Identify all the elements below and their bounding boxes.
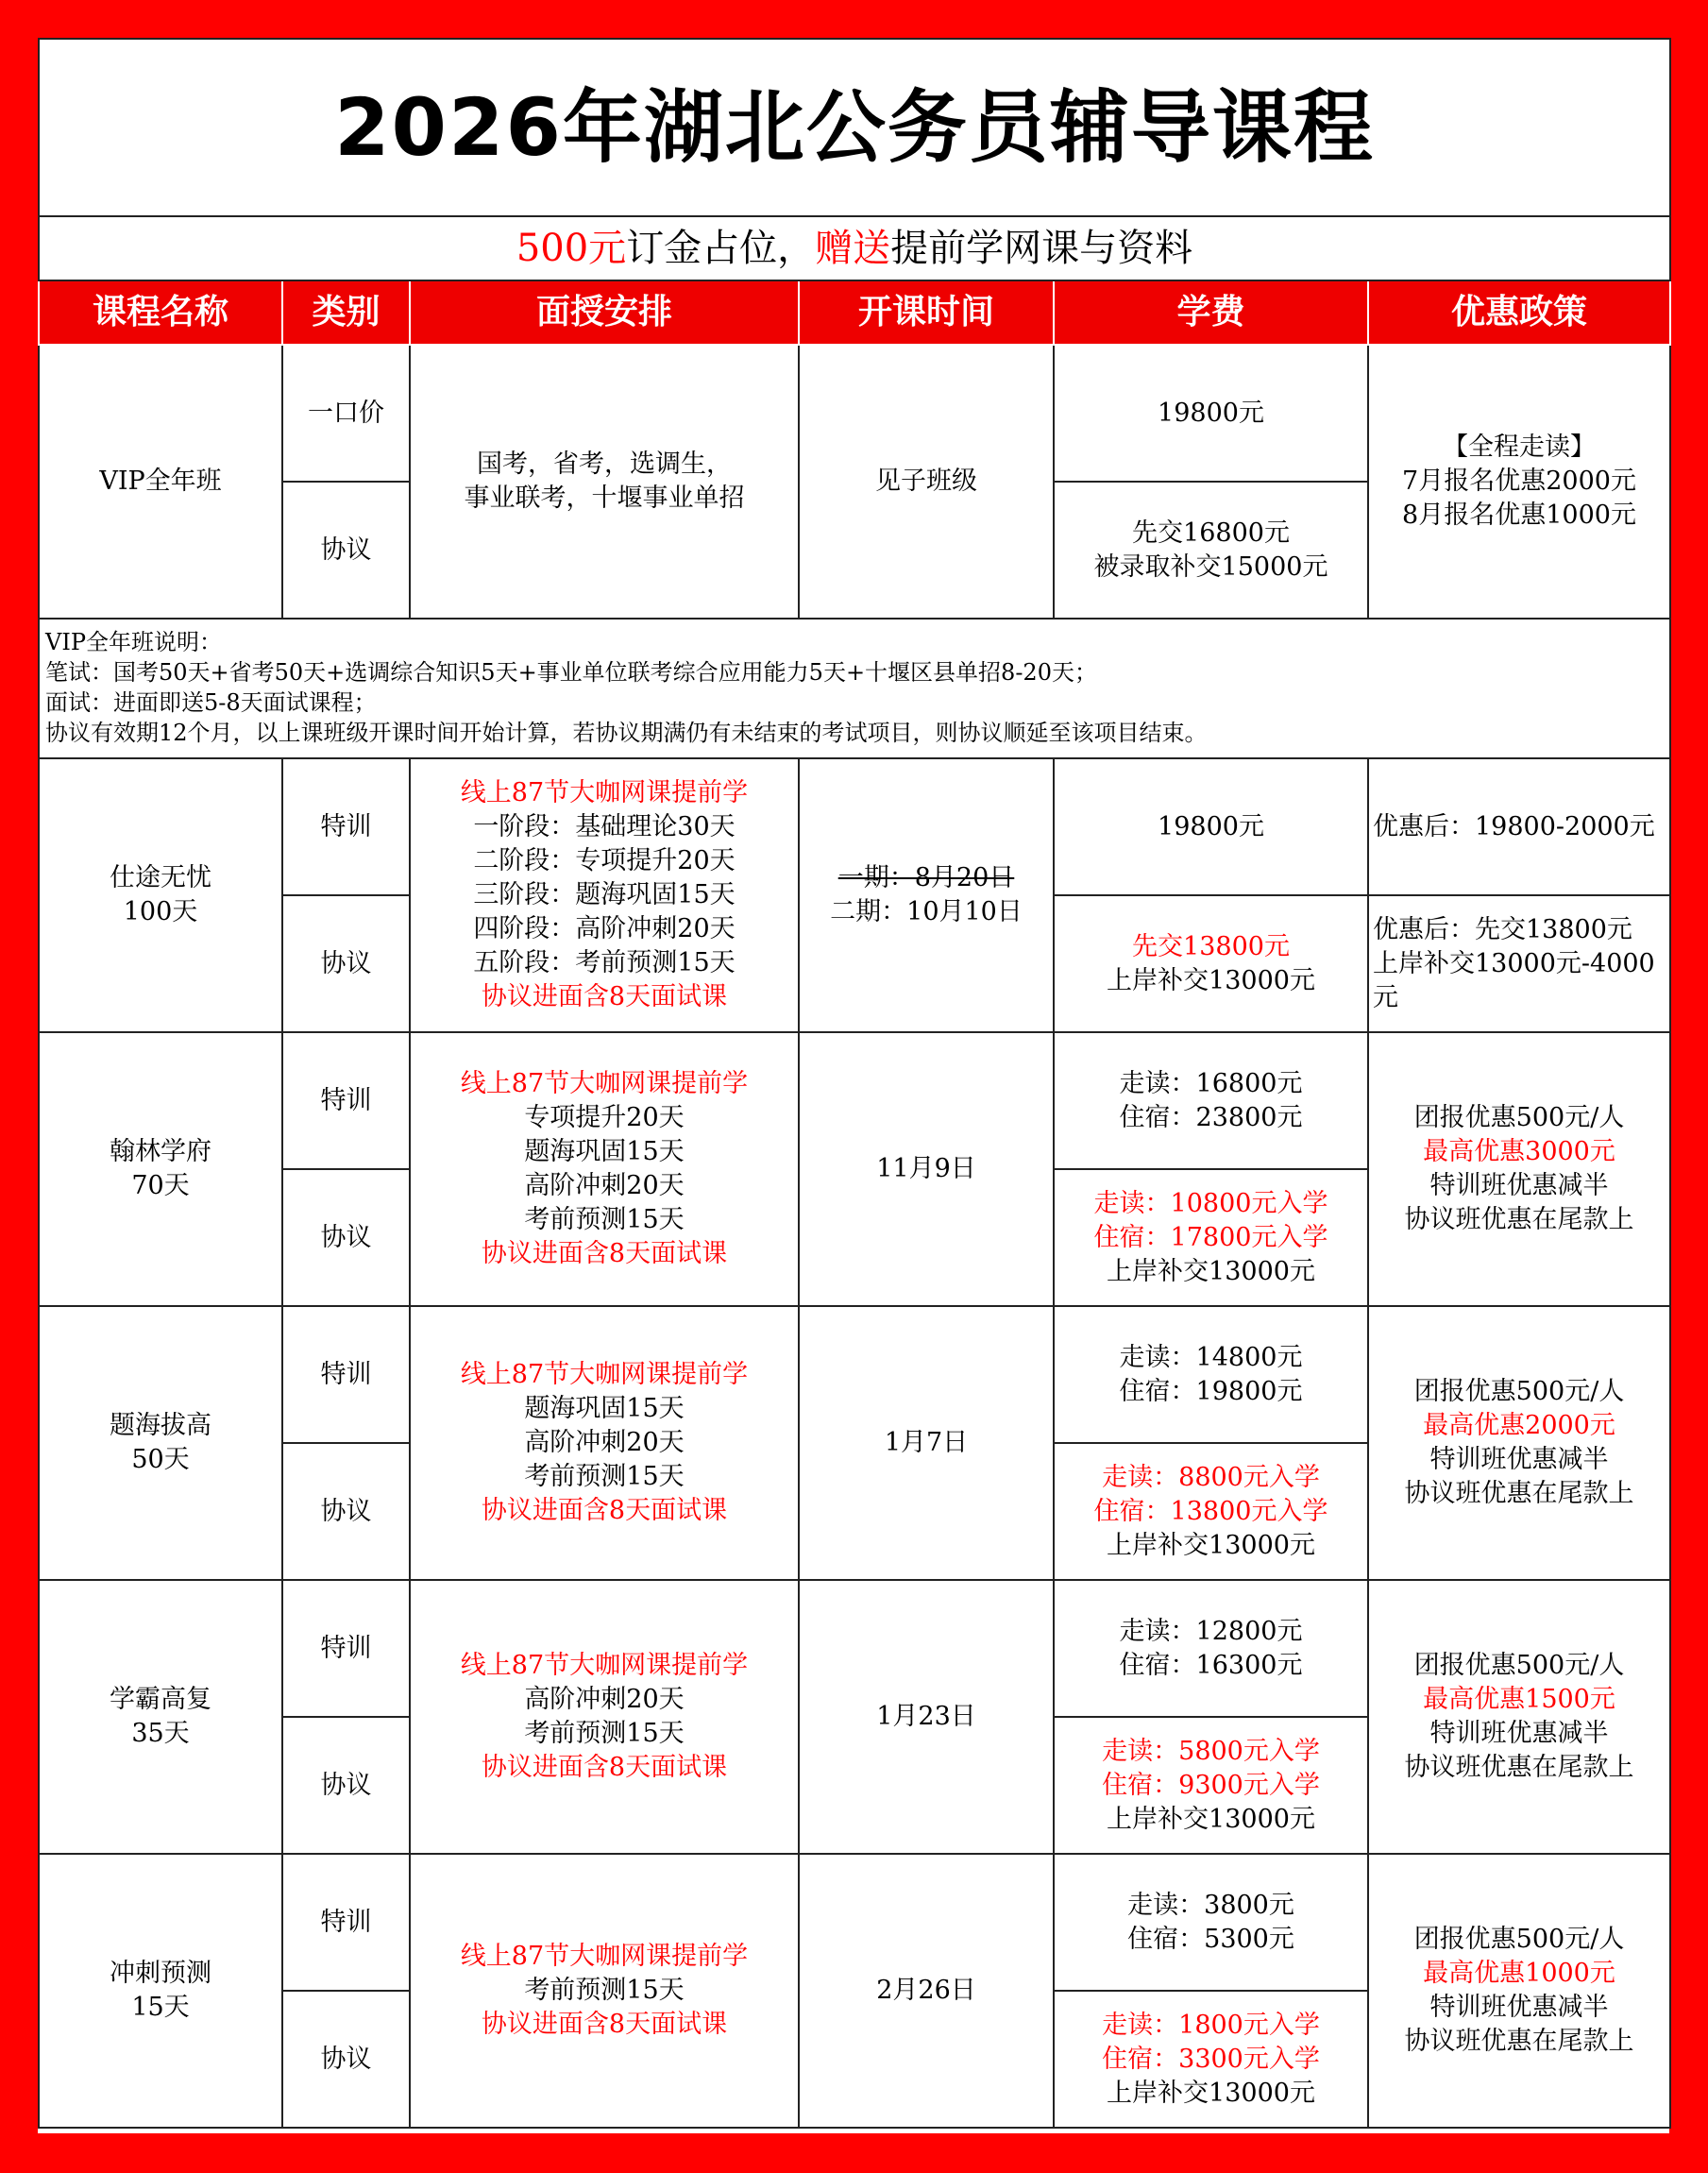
fee-line: 住宿：19800元 bbox=[1119, 1376, 1303, 1406]
arrangement-interview: 协议进面含8天面试课 bbox=[481, 1239, 728, 1268]
arrangement-stage: 三阶段：题海巩固15天 bbox=[473, 880, 736, 909]
course-name bbox=[39, 758, 282, 1032]
arrangement-stage: 考前预测15天 bbox=[524, 1719, 685, 1748]
arrangement-stage: 四阶段：高阶冲刺20天 bbox=[473, 914, 736, 943]
fee-line: 走读：3800元 bbox=[1127, 1890, 1294, 1920]
arrangement-stage: 高阶冲刺20天 bbox=[524, 1428, 685, 1457]
vip-fee-agreement bbox=[1054, 482, 1368, 619]
vip-arrangement-line: 国考，省考，选调生， bbox=[477, 450, 732, 479]
start-date: 1月23日 bbox=[876, 1702, 976, 1731]
discount-line: 团报优惠500元/人 bbox=[1413, 1377, 1625, 1406]
discount-line: 特训班优惠减半 bbox=[1429, 1171, 1609, 1200]
course-name-text: 题海拔高 bbox=[110, 1411, 211, 1440]
start-time bbox=[799, 1032, 1054, 1306]
vip-fee-line: 被录取补交15000元 bbox=[1093, 552, 1328, 582]
arrangement-stage: 考前预测15天 bbox=[524, 1462, 685, 1491]
start-time bbox=[799, 1854, 1054, 2128]
header-category: 类别 bbox=[282, 280, 410, 345]
fee-agreement bbox=[1054, 1717, 1368, 1854]
course-table bbox=[38, 38, 1671, 2129]
course-days: 15天 bbox=[131, 1993, 190, 2022]
start-date: 1月7日 bbox=[884, 1428, 969, 1457]
gift-label: 赠送 bbox=[815, 227, 891, 270]
deposit-amount: 500元 bbox=[516, 227, 627, 270]
arrangement-interview: 协议进面含8天面试课 bbox=[481, 2010, 728, 2039]
course-sheet bbox=[38, 38, 1669, 2133]
course-row bbox=[39, 1580, 1670, 1717]
note-line: VIP全年班说明： bbox=[45, 629, 222, 655]
arrangement bbox=[410, 1854, 799, 2128]
fee-line: 住宿：23800元 bbox=[1119, 1102, 1303, 1132]
notes-row bbox=[39, 619, 1670, 758]
category-training: 特训 bbox=[282, 758, 410, 895]
arrangement bbox=[410, 1306, 799, 1580]
fee-balance: 上岸补交13000元 bbox=[1107, 965, 1315, 995]
discount-line: 优惠后：先交13800元 bbox=[1373, 914, 1632, 944]
discount-line: 特训班优惠减半 bbox=[1429, 1719, 1609, 1748]
course-name-text: 学霸高复 bbox=[110, 1685, 211, 1714]
course-days: 70天 bbox=[131, 1171, 190, 1200]
category-agreement: 协议 bbox=[282, 895, 410, 1032]
course-days: 35天 bbox=[131, 1719, 190, 1748]
course-row bbox=[39, 758, 1670, 895]
fee-deposit: 住宿：9300元入学 bbox=[1102, 1770, 1320, 1800]
discount-line: 协议班优惠在尾款上 bbox=[1404, 2027, 1634, 2056]
note-line: 协议有效期12个月，以上课班级开课时间开始计算，若协议期满仍有未结束的考试项目，则协议顺延至该项目结束。 bbox=[45, 720, 1208, 746]
vip-start: 见子班级 bbox=[799, 345, 1054, 619]
discount-line: 元 bbox=[1373, 982, 1398, 1012]
discount-max: 最高优惠1500元 bbox=[1423, 1685, 1615, 1714]
arrangement-stage: 高阶冲刺20天 bbox=[524, 1171, 685, 1200]
course-days: 100天 bbox=[123, 897, 198, 926]
arrangement bbox=[410, 1032, 799, 1306]
fee-training bbox=[1054, 1306, 1368, 1443]
fee-training bbox=[1054, 758, 1368, 895]
fee-agreement bbox=[1054, 1443, 1368, 1580]
vip-discount bbox=[1368, 345, 1670, 619]
start-time bbox=[799, 1580, 1054, 1854]
arrangement-online: 线上87节大咖网课提前学 bbox=[460, 1942, 749, 1971]
discount-line: 特训班优惠减半 bbox=[1429, 1445, 1609, 1474]
fee-deposit: 走读：8800元入学 bbox=[1102, 1462, 1320, 1492]
arrangement-stage: 题海巩固15天 bbox=[524, 1394, 685, 1423]
vip-category-fixed: 一口价 bbox=[282, 345, 410, 482]
fee-deposit: 住宿：13800元入学 bbox=[1093, 1496, 1328, 1526]
fee-deposit: 住宿：17800元入学 bbox=[1093, 1222, 1328, 1252]
note-line: 笔试：国考50天+省考50天+选调综合知识5天+事业单位联考综合应用能力5天+十堰区县单招8-20天； bbox=[45, 659, 1097, 686]
page-title: 2026年湖北公务员辅导课程 bbox=[39, 39, 1670, 216]
category-training: 特训 bbox=[282, 1854, 410, 1991]
discount-training: 优惠后：19800-2000元 bbox=[1368, 758, 1670, 895]
vip-fee-fixed: 19800元 bbox=[1054, 345, 1368, 482]
fee-deposit: 先交13800元 bbox=[1132, 931, 1290, 961]
arrangement-online: 线上87节大咖网课提前学 bbox=[460, 1069, 749, 1098]
vip-arrangement-line: 事业联考，十堰事业单招 bbox=[464, 484, 745, 513]
discount bbox=[1368, 1306, 1670, 1580]
arrangement-interview: 协议进面含8天面试课 bbox=[481, 1753, 728, 1782]
start-date: 11月9日 bbox=[876, 1154, 976, 1183]
discount-line: 协议班优惠在尾款上 bbox=[1404, 1205, 1634, 1234]
vip-discount-line: 【全程走读】 bbox=[1443, 433, 1596, 462]
arrangement-stage: 五阶段：考前预测15天 bbox=[473, 948, 736, 977]
discount-agreement bbox=[1368, 895, 1670, 1032]
category-training: 特训 bbox=[282, 1580, 410, 1717]
fee-training bbox=[1054, 1032, 1368, 1169]
category-training: 特训 bbox=[282, 1306, 410, 1443]
course-row bbox=[39, 1854, 1670, 1991]
fee-line: 走读：16800元 bbox=[1119, 1068, 1303, 1098]
header-fee: 学费 bbox=[1054, 280, 1368, 345]
arrangement-interview: 协议进面含8天面试课 bbox=[481, 982, 728, 1011]
arrangement bbox=[410, 1580, 799, 1854]
vip-discount-line: 7月报名优惠2000元 bbox=[1402, 467, 1636, 496]
fee-agreement bbox=[1054, 895, 1368, 1032]
discount-line: 特训班优惠减半 bbox=[1429, 1993, 1609, 2022]
note-line: 面试：进面即送5-8天面试课程； bbox=[45, 689, 377, 716]
start-date-cancelled: 一期：8月20日 bbox=[837, 863, 1015, 892]
category-agreement: 协议 bbox=[282, 1443, 410, 1580]
discount bbox=[1368, 1032, 1670, 1306]
fee-balance: 上岸补交13000元 bbox=[1107, 2078, 1315, 2108]
discount-line: 团报优惠500元/人 bbox=[1413, 1651, 1625, 1680]
course-name-text: 翰林学府 bbox=[110, 1137, 211, 1166]
arrangement-stage: 考前预测15天 bbox=[524, 1205, 685, 1234]
start-date: 2月26日 bbox=[876, 1976, 976, 2005]
discount-max: 最高优惠3000元 bbox=[1423, 1137, 1615, 1166]
arrangement-stage: 一阶段：基础理论30天 bbox=[473, 812, 736, 841]
fee-balance: 上岸补交13000元 bbox=[1107, 1804, 1315, 1834]
fee-deposit: 走读：5800元入学 bbox=[1102, 1736, 1320, 1766]
discount-max: 最高优惠2000元 bbox=[1423, 1411, 1615, 1440]
course-name bbox=[39, 1032, 282, 1306]
subtitle bbox=[39, 216, 1670, 280]
fee-balance: 上岸补交13000元 bbox=[1107, 1530, 1315, 1560]
category-agreement: 协议 bbox=[282, 1717, 410, 1854]
course-row bbox=[39, 1306, 1670, 1443]
arrangement-online: 线上87节大咖网课提前学 bbox=[460, 1651, 749, 1680]
fee-line: 住宿：5300元 bbox=[1127, 1924, 1294, 1954]
course-row bbox=[39, 1032, 1670, 1169]
course-name bbox=[39, 1306, 282, 1580]
arrangement-stage: 题海巩固15天 bbox=[524, 1137, 685, 1166]
subtitle-text-2: 提前学网课与资料 bbox=[890, 227, 1193, 270]
discount bbox=[1368, 1854, 1670, 2128]
vip-fee-line: 先交16800元 bbox=[1132, 518, 1290, 548]
fee-agreement bbox=[1054, 1991, 1368, 2128]
discount-max: 最高优惠1000元 bbox=[1423, 1959, 1615, 1988]
start-time bbox=[799, 758, 1054, 1032]
fee-deposit: 走读：10800元入学 bbox=[1093, 1188, 1328, 1218]
fee-training bbox=[1054, 1854, 1368, 1991]
arrangement-stage: 二阶段：专项提升20天 bbox=[473, 846, 736, 875]
fee-line: 走读：12800元 bbox=[1119, 1616, 1303, 1646]
discount-line: 团报优惠500元/人 bbox=[1413, 1925, 1625, 1954]
course-name-text: 冲刺预测 bbox=[110, 1959, 211, 1988]
vip-discount-line: 8月报名优惠1000元 bbox=[1402, 501, 1636, 530]
header-start-time: 开课时间 bbox=[799, 280, 1054, 345]
course-name-text: 仕途无忧 bbox=[110, 863, 211, 892]
category-agreement: 协议 bbox=[282, 1169, 410, 1306]
vip-category-agreement: 协议 bbox=[282, 482, 410, 619]
discount-line: 上岸补交13000元-4000 bbox=[1373, 948, 1655, 978]
arrangement-online: 线上87节大咖网课提前学 bbox=[460, 778, 749, 807]
header-arrangement: 面授安排 bbox=[410, 280, 799, 345]
fee-agreement bbox=[1054, 1169, 1368, 1306]
course-name bbox=[39, 1854, 282, 2128]
vip-notes bbox=[39, 619, 1670, 758]
course-days: 50天 bbox=[131, 1445, 190, 1474]
vip-name: VIP全年班 bbox=[39, 345, 282, 619]
vip-arrangement bbox=[410, 345, 799, 619]
fee-training bbox=[1054, 1580, 1368, 1717]
category-training: 特训 bbox=[282, 1032, 410, 1169]
discount-line: 团报优惠500元/人 bbox=[1413, 1103, 1625, 1132]
discount-line: 协议班优惠在尾款上 bbox=[1404, 1753, 1634, 1782]
discount bbox=[1368, 1580, 1670, 1854]
discount-line: 协议班优惠在尾款上 bbox=[1404, 1479, 1634, 1508]
arrangement-interview: 协议进面含8天面试课 bbox=[481, 1496, 728, 1525]
fee-deposit: 住宿：3300元入学 bbox=[1102, 2044, 1320, 2074]
table-header bbox=[39, 280, 1670, 345]
fee-line: 19800元 bbox=[1158, 811, 1264, 841]
start-time bbox=[799, 1306, 1054, 1580]
arrangement bbox=[410, 758, 799, 1032]
vip-row bbox=[39, 345, 1670, 482]
fee-balance: 上岸补交13000元 bbox=[1107, 1256, 1315, 1286]
arrangement-stage: 专项提升20天 bbox=[524, 1103, 685, 1132]
subtitle-text-1: 订金占位， bbox=[626, 227, 816, 270]
course-name bbox=[39, 1580, 282, 1854]
header-discount: 优惠政策 bbox=[1368, 280, 1670, 345]
arrangement-online: 线上87节大咖网课提前学 bbox=[460, 1360, 749, 1389]
fee-line: 住宿：16300元 bbox=[1119, 1650, 1303, 1680]
arrangement-stage: 考前预测15天 bbox=[524, 1976, 685, 2005]
fee-line: 走读：14800元 bbox=[1119, 1342, 1303, 1372]
arrangement-stage: 高阶冲刺20天 bbox=[524, 1685, 685, 1714]
fee-deposit: 走读：1800元入学 bbox=[1102, 2010, 1320, 2040]
start-date: 二期：10月10日 bbox=[830, 897, 1023, 926]
header-course-name: 课程名称 bbox=[39, 280, 282, 345]
category-agreement: 协议 bbox=[282, 1991, 410, 2128]
